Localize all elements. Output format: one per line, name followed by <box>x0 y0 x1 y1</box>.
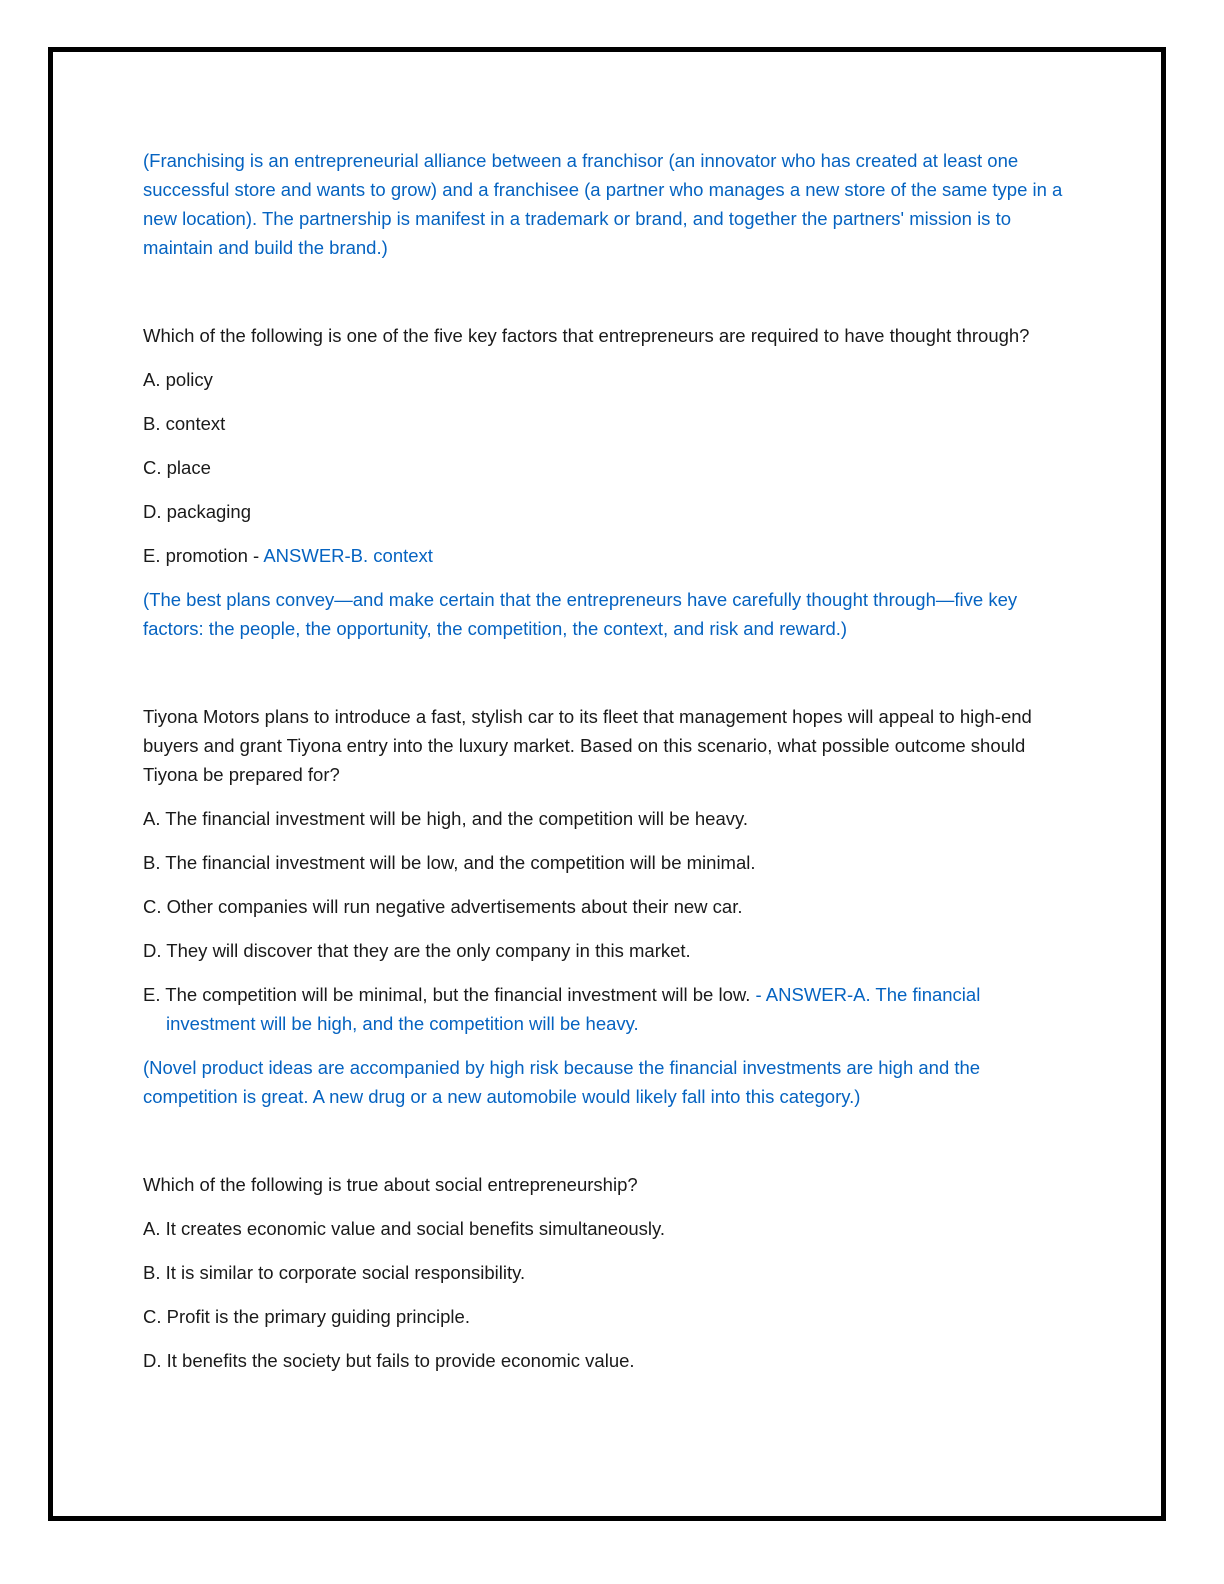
question-3-text: Which of the following is true about social entrepreneurship? <box>143 1174 638 1195</box>
question-1-text: Which of the following is one of the five key factors that entrepreneurs are required to have thought through? <box>143 325 1030 346</box>
question-1-option-e: E. promotion - <box>143 545 260 566</box>
question-3-option-b: B. It is similar to corporate social responsibility. <box>143 1262 526 1283</box>
question-1-answer: ANSWER-B. context <box>263 545 433 566</box>
question-2-option-a: A. The financial investment will be high, and the competition will be heavy. <box>143 808 749 829</box>
question-1-option-d: D. packaging <box>143 501 251 522</box>
question-1-explanation: (The best plans convey—and make certain that the entrepreneurs have carefully thought through—five key factors: the people, the opportunity, the competition, the context, and risk and reward.) <box>143 589 1018 639</box>
question-block-3 <box>143 1170 1073 1375</box>
document-content <box>143 146 1073 1375</box>
question-2-option-e-line <box>143 980 1073 1038</box>
question-2-text: Tiyona Motors plans to introduce a fast, stylish car to its fleet that management hopes will appeal to high-end buyers and grant Tiyona entry into the luxury market. Based on this scenario, what possible outcome should Tiyona be prepared for? <box>143 706 1032 785</box>
question-1-option-a: A. policy <box>143 369 213 390</box>
intro-explanation: (Franchising is an entrepreneurial alliance between a franchisor (an innovator who has created at least one successful store and wants to grow) and a franchisee (a partner who manages a new store of the same type in a new location). The partnership is manifest in a trademark or brand, and together the partners' mission is to maintain and build the brand.) <box>143 150 1063 258</box>
question-2-explanation: (Novel product ideas are accompanied by high risk because the financial investments are high and the competition is great. A new drug or a new automobile would likely fall into this category.) <box>143 1057 981 1107</box>
question-3-option-a: A. It creates economic value and social benefits simultaneously. <box>143 1218 666 1239</box>
question-3-option-c: C. Profit is the primary guiding principle. <box>143 1306 470 1327</box>
question-2-option-c: C. Other companies will run negative advertisements about their new car. <box>143 896 743 917</box>
question-2-answer: - ANSWER-A. The financial investment will be high, and the competition will be heavy. <box>166 984 981 1034</box>
question-block-1 <box>143 321 1073 643</box>
question-3-option-d: D. It benefits the society but fails to provide economic value. <box>143 1350 635 1371</box>
question-2-option-e: E. The competition will be minimal, but the financial investment will be low. <box>143 984 751 1005</box>
question-2-option-d: D. They will discover that they are the only company in this market. <box>143 940 691 961</box>
question-1-option-e-line <box>143 541 1073 570</box>
question-block-2 <box>143 702 1073 1111</box>
question-1-option-c: C. place <box>143 457 211 478</box>
question-2-option-b: B. The financial investment will be low, and the competition will be minimal. <box>143 852 756 873</box>
question-1-option-b: B. context <box>143 413 226 434</box>
